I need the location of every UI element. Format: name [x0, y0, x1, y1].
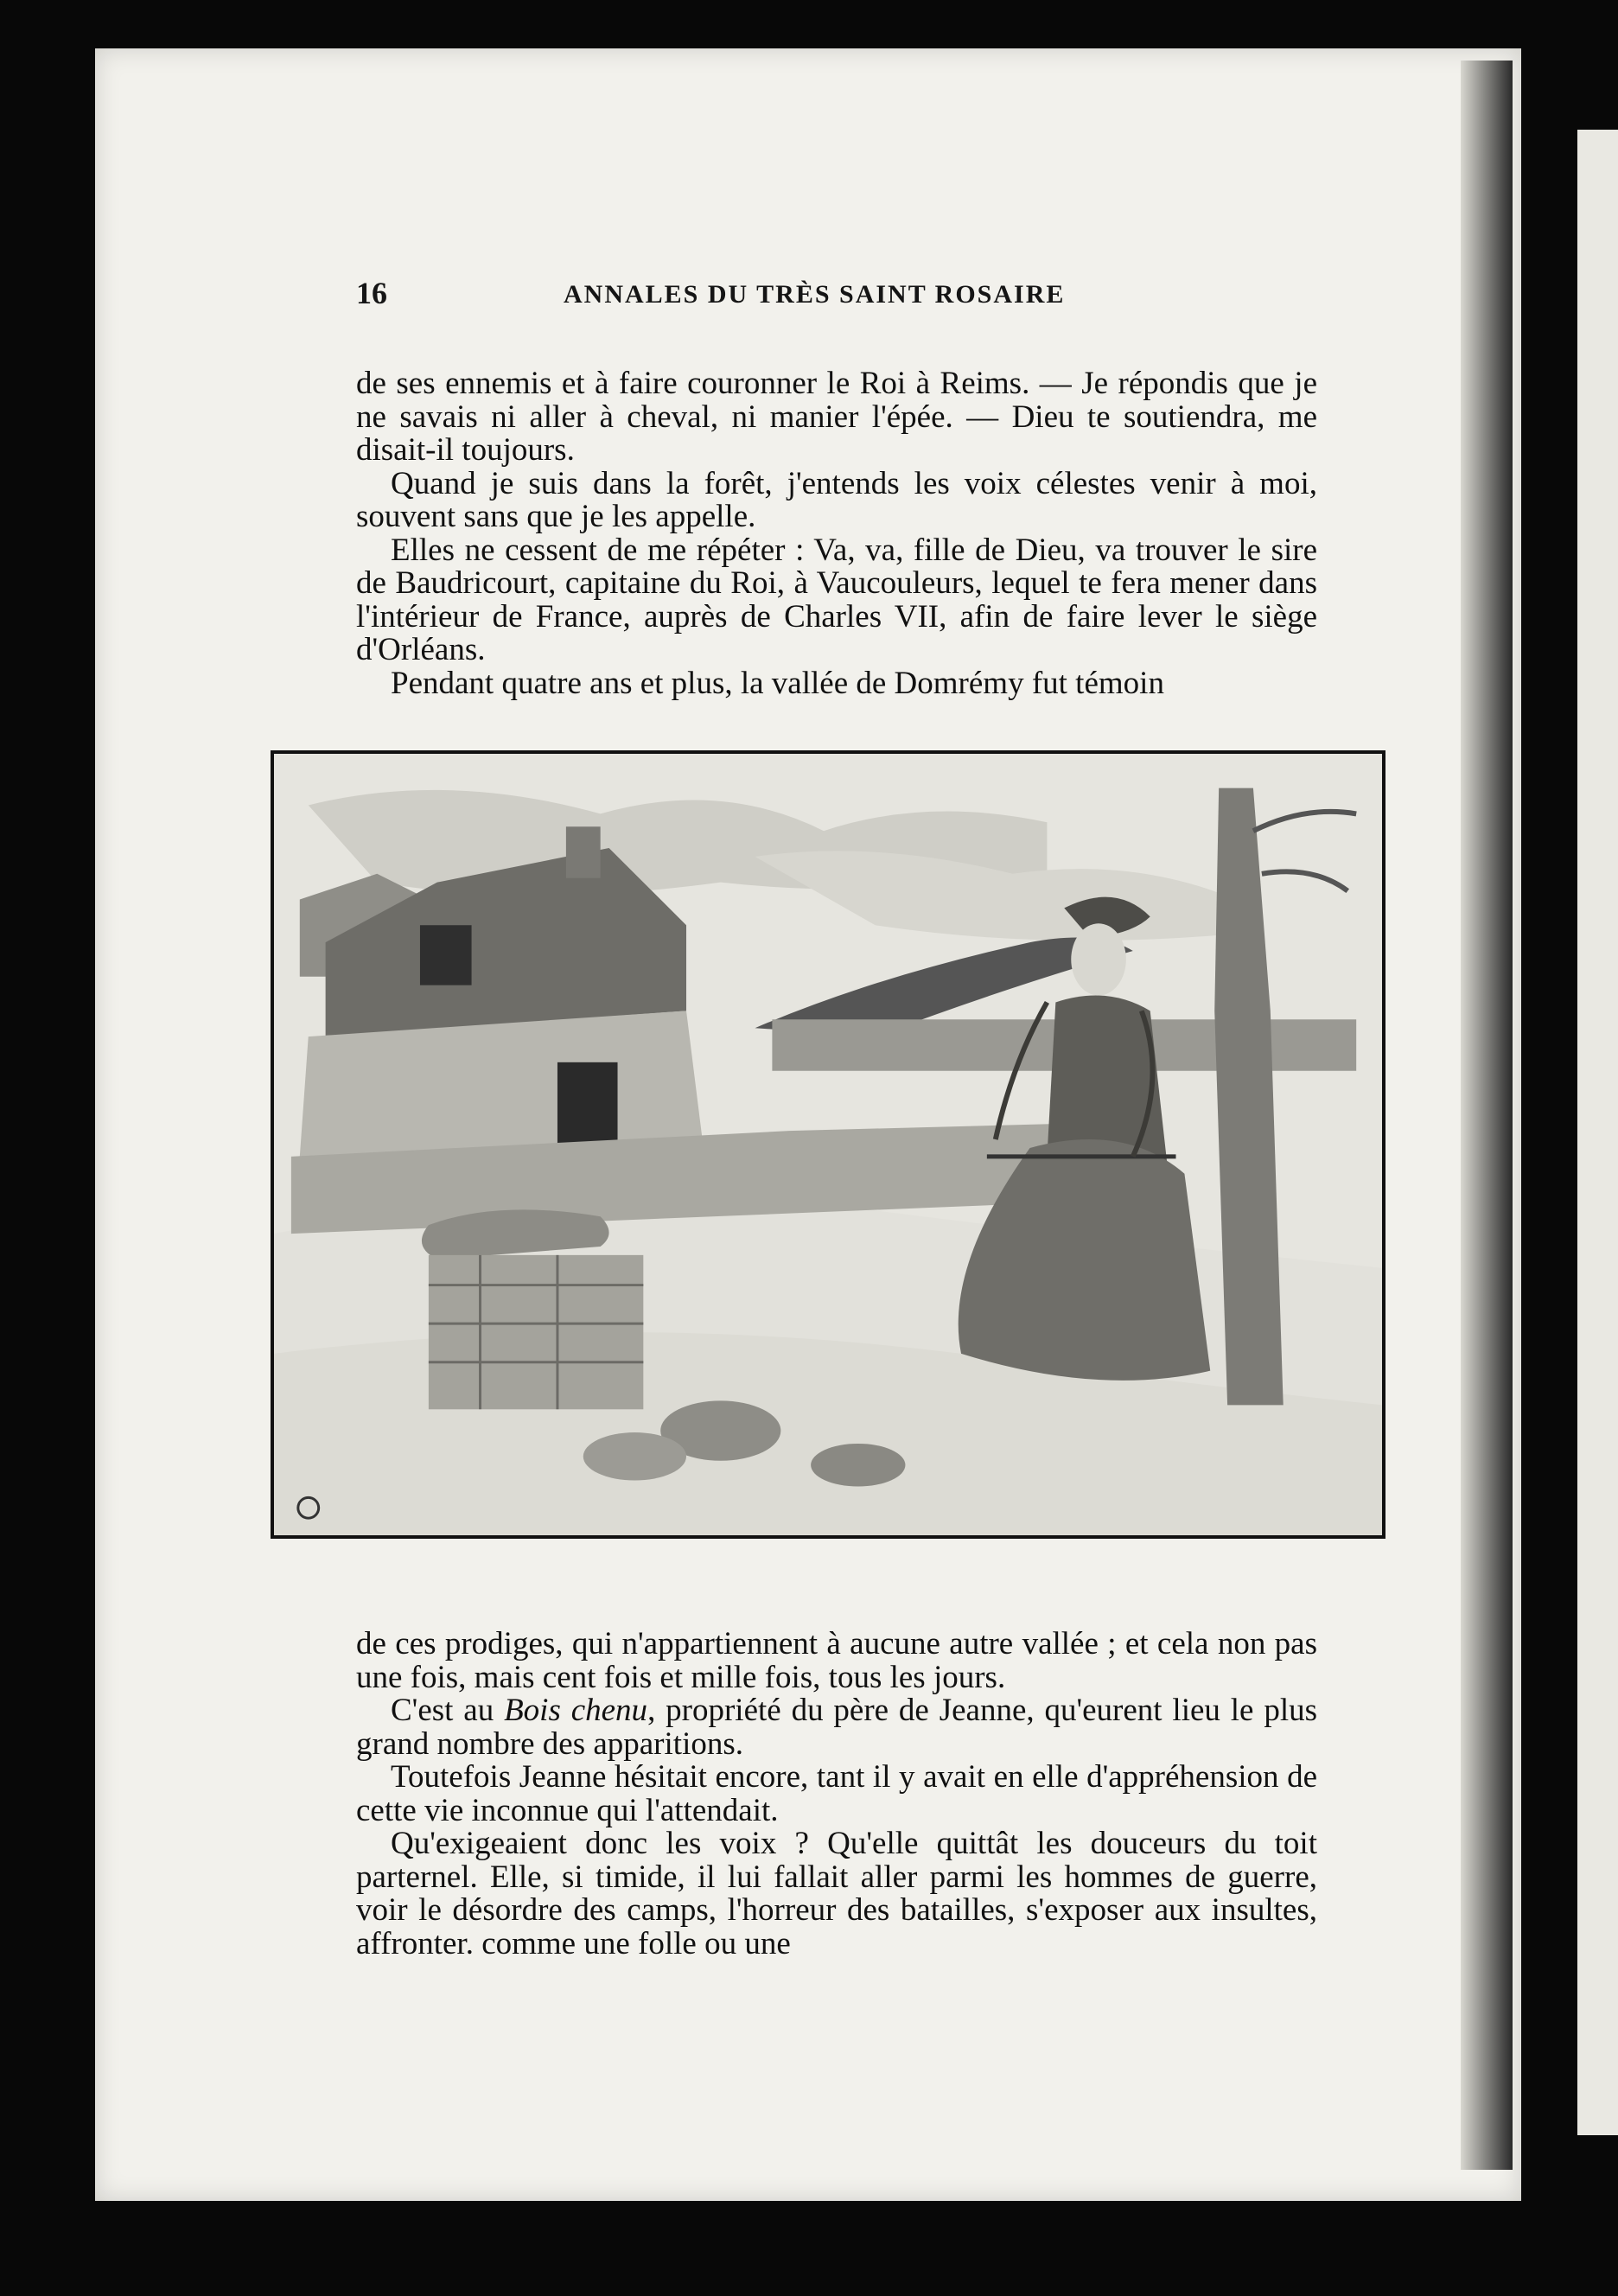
- paragraph: Toutefois Jeanne hésitait encore, tant il y avait en elle d'appréhension de cette vie inconnue qui l'attendait.: [356, 1759, 1317, 1828]
- page-header: [356, 275, 1298, 318]
- text-span: , propriété du père de Jeanne, qu'eurent lieu le plus grand nombre des apparitions.: [356, 1693, 1318, 1762]
- page-edge-shadow: [1461, 61, 1513, 2170]
- paragraph: Quand je suis dans la forêt, j'entends les voix célestes venir à moi, souvent sans que je les appelle.: [356, 465, 1317, 534]
- text-span: C'est au: [391, 1693, 505, 1728]
- paragraph-with-italic: [356, 1694, 1317, 1761]
- paragraph: de ses ennemis et à faire couronner le Roi à Reims. — Je répondis que je ne savais ni aller à cheval, ni manier l'épée. — Dieu te soutiendra, me disait-il toujours.: [356, 366, 1317, 468]
- running-title: ANNALES DU TRÈS SAINT ROSAIRE: [564, 280, 1066, 309]
- text-block-top: [356, 367, 1317, 700]
- illustration-joan-at-well: [271, 750, 1385, 1539]
- page-number: 16: [356, 276, 387, 310]
- paragraph: de ces prodiges, qui n'appartiennent à aucune autre vallée ; et cela non pas une fois, mais cent fois et mille fois, tous les jours.: [356, 1626, 1317, 1695]
- paragraph: Pendant quatre ans et plus, la vallée de Domrémy fut témoin: [391, 665, 1164, 701]
- paragraph: Elles ne cessent de me répéter : Va, va, fille de Dieu, va trouver le sire de Baudricourt, capitaine du Roi, à Vaucouleurs, lequel te fera mener dans l'intérieur de France, auprès de Charles VII, afin de faire lever le siège d'Orléans.: [356, 532, 1317, 667]
- engraving-drawing: [274, 754, 1382, 1535]
- italic-place-name: Bois chenu: [504, 1693, 648, 1728]
- text-block-bottom: [356, 1628, 1317, 1961]
- next-page-edge: [1577, 130, 1618, 2135]
- paragraph: Qu'exigeaient donc les voix ? Qu'elle quittât les douceurs du toit parternel. Elle, si timide, il lui fallait aller parmi les hommes de guerre, voir le désordre des camps, l'horreur des batailles, s'exposer aux insultes, affronter. comme une folle ou une: [356, 1826, 1317, 1961]
